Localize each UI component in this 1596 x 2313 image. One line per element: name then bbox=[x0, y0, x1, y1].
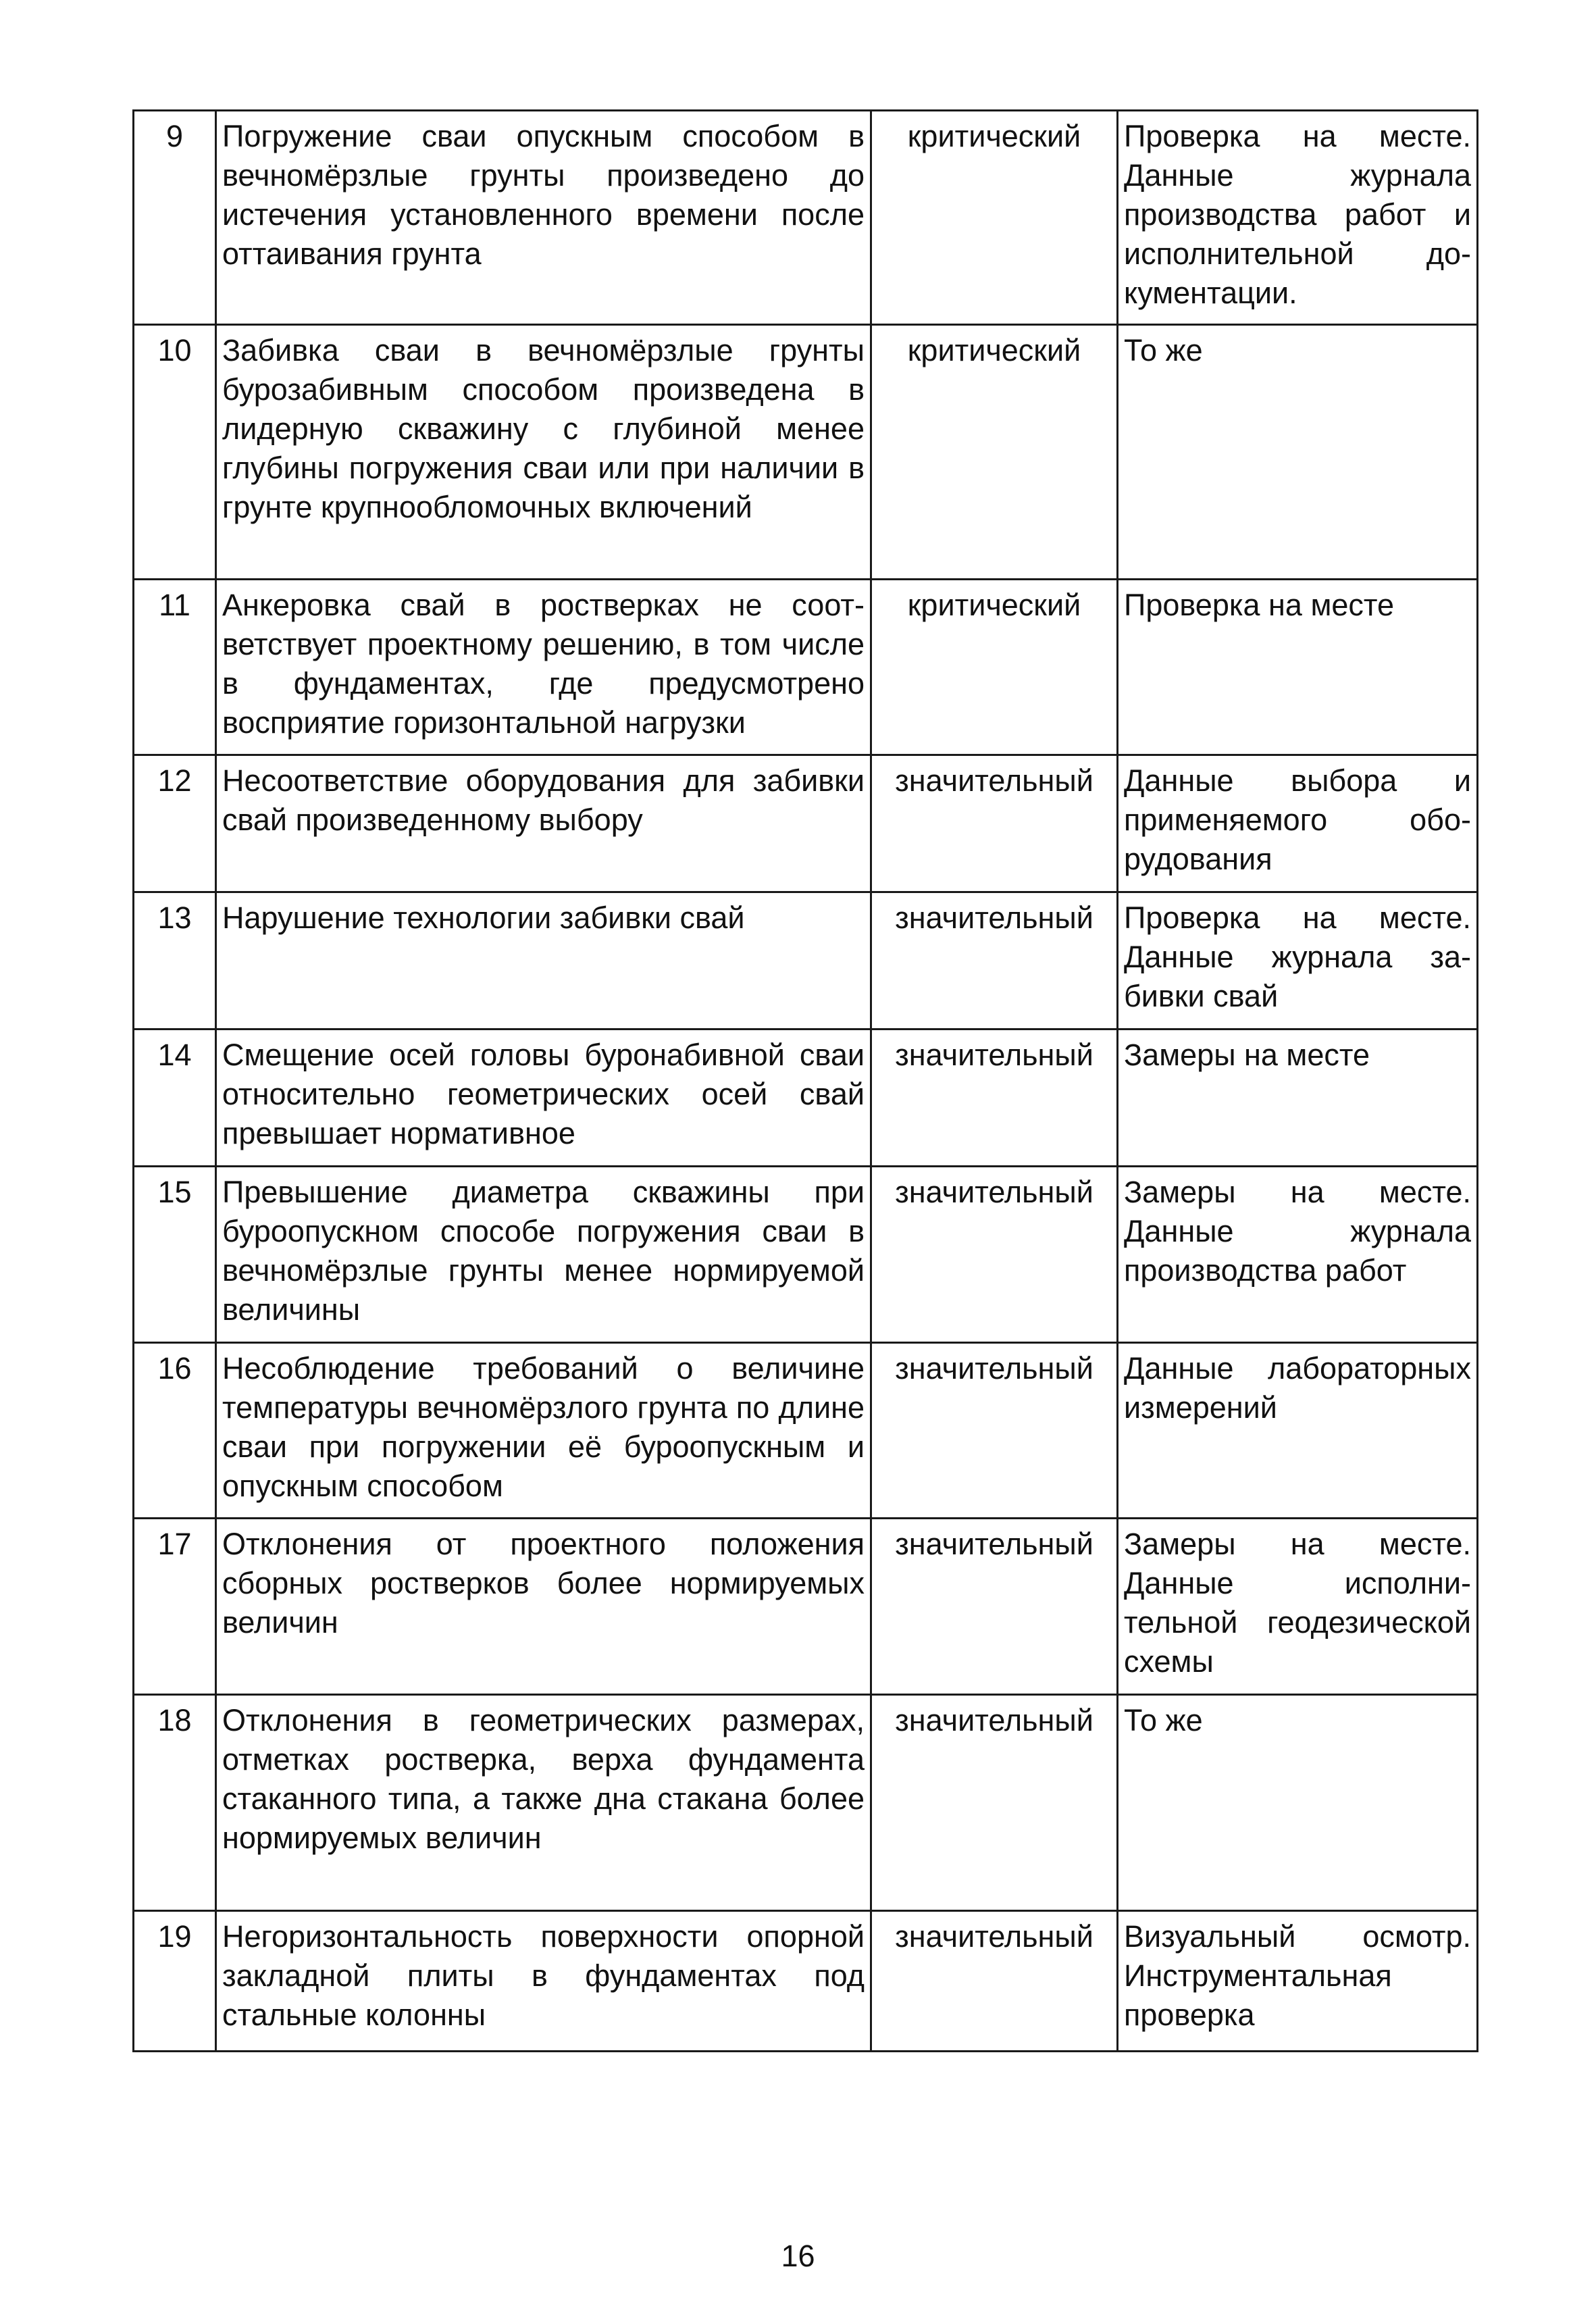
defect-category: значительный bbox=[871, 1695, 1118, 1911]
table-row bbox=[134, 111, 1478, 325]
defect-description: Смещение осей головы буронабивной сваи относительно геометрических осей свай превышает нормативное bbox=[216, 1030, 871, 1167]
row-number: 19 bbox=[134, 1911, 216, 2052]
defect-description: Несоответствие оборудования для забивки свай произведенному выбору bbox=[216, 755, 871, 892]
defect-category: значительный bbox=[871, 1167, 1118, 1343]
table-row bbox=[134, 1343, 1478, 1519]
defect-category: значительный bbox=[871, 1911, 1118, 2052]
defect-category: значительный bbox=[871, 892, 1118, 1030]
row-number: 13 bbox=[134, 892, 216, 1030]
table-row bbox=[134, 580, 1478, 755]
defects-table bbox=[132, 109, 1478, 2052]
table-row bbox=[134, 892, 1478, 1030]
control-method: То же bbox=[1118, 1695, 1478, 1911]
defect-description: Анкеровка свай в ростверках не соответствует проектному решению, в том числе в фундаментах, где предусмотрено восприятие горизонтальной нагрузки bbox=[216, 580, 871, 755]
defect-category: критический bbox=[871, 325, 1118, 580]
row-number: 14 bbox=[134, 1030, 216, 1167]
control-method: Визуальный осмотр. Инструментальная проверка bbox=[1118, 1911, 1478, 2052]
row-number: 10 bbox=[134, 325, 216, 580]
row-number: 12 bbox=[134, 755, 216, 892]
table-row bbox=[134, 1695, 1478, 1911]
defect-description: Отклонения в геометрических размерах, отметках ростверка, верха фундамента стаканного типа, а также дна стакана более нормируемых величин bbox=[216, 1695, 871, 1911]
row-number: 18 bbox=[134, 1695, 216, 1911]
defect-description: Нарушение технологии забивки свай bbox=[216, 892, 871, 1030]
row-number: 9 bbox=[134, 111, 216, 325]
row-number: 11 bbox=[134, 580, 216, 755]
control-method: Проверка на месте bbox=[1118, 580, 1478, 755]
control-method: Замеры на месте bbox=[1118, 1030, 1478, 1167]
defect-description: Забивка сваи в вечномёрзлые грунты бурозабивным способом произведена в лидерную скважину с глубиной менее глубины погружения сваи или при наличии в грунте крупнообломочных включений bbox=[216, 325, 871, 580]
row-number: 16 bbox=[134, 1343, 216, 1519]
control-method: Замеры на месте. Данные исполнительной геодезической схемы bbox=[1118, 1519, 1478, 1695]
table-row bbox=[134, 1167, 1478, 1343]
page-number: 16 bbox=[781, 2239, 815, 2273]
table-row bbox=[134, 1030, 1478, 1167]
defect-description: Несоблюдение требований о величине температуры вечномёрзлого грунта по длине сваи при погружении её буроопускным и опускным способом bbox=[216, 1343, 871, 1519]
table-row bbox=[134, 755, 1478, 892]
control-method: Данные выбора и применяемого оборудования bbox=[1118, 755, 1478, 892]
table-row bbox=[134, 325, 1478, 580]
defect-category: значительный bbox=[871, 755, 1118, 892]
defect-description: Отклонения от проектного положения сборных ростверков более нормируемых величин bbox=[216, 1519, 871, 1695]
control-method: Замеры на месте. Данные журнала производства работ bbox=[1118, 1167, 1478, 1343]
defect-description: Погружение сваи опускным способом в вечномёрзлые грунты произведено до истечения установленного времени после оттаивания грунта bbox=[216, 111, 871, 325]
table-row bbox=[134, 1911, 1478, 2052]
defect-category: критический bbox=[871, 111, 1118, 325]
defect-description: Негоризонтальность поверхности опорной закладной плиты в фундаментах под стальные колонны bbox=[216, 1911, 871, 2052]
row-number: 17 bbox=[134, 1519, 216, 1695]
defect-description: Превышение диаметра скважины при буроопускном способе погружения сваи в вечномёрзлые грунты менее нормируемой величины bbox=[216, 1167, 871, 1343]
control-method: То же bbox=[1118, 325, 1478, 580]
row-number: 15 bbox=[134, 1167, 216, 1343]
control-method: Данные лабораторных измерений bbox=[1118, 1343, 1478, 1519]
control-method: Проверка на месте. Данные журнала забивки свай bbox=[1118, 892, 1478, 1030]
defect-category: значительный bbox=[871, 1030, 1118, 1167]
defect-category: значительный bbox=[871, 1519, 1118, 1695]
defect-category: критический bbox=[871, 580, 1118, 755]
control-method: Проверка на месте. Данные журнала производства работ и исполнительной документации. bbox=[1118, 111, 1478, 325]
table-row bbox=[134, 1519, 1478, 1695]
defect-category: значительный bbox=[871, 1343, 1118, 1519]
